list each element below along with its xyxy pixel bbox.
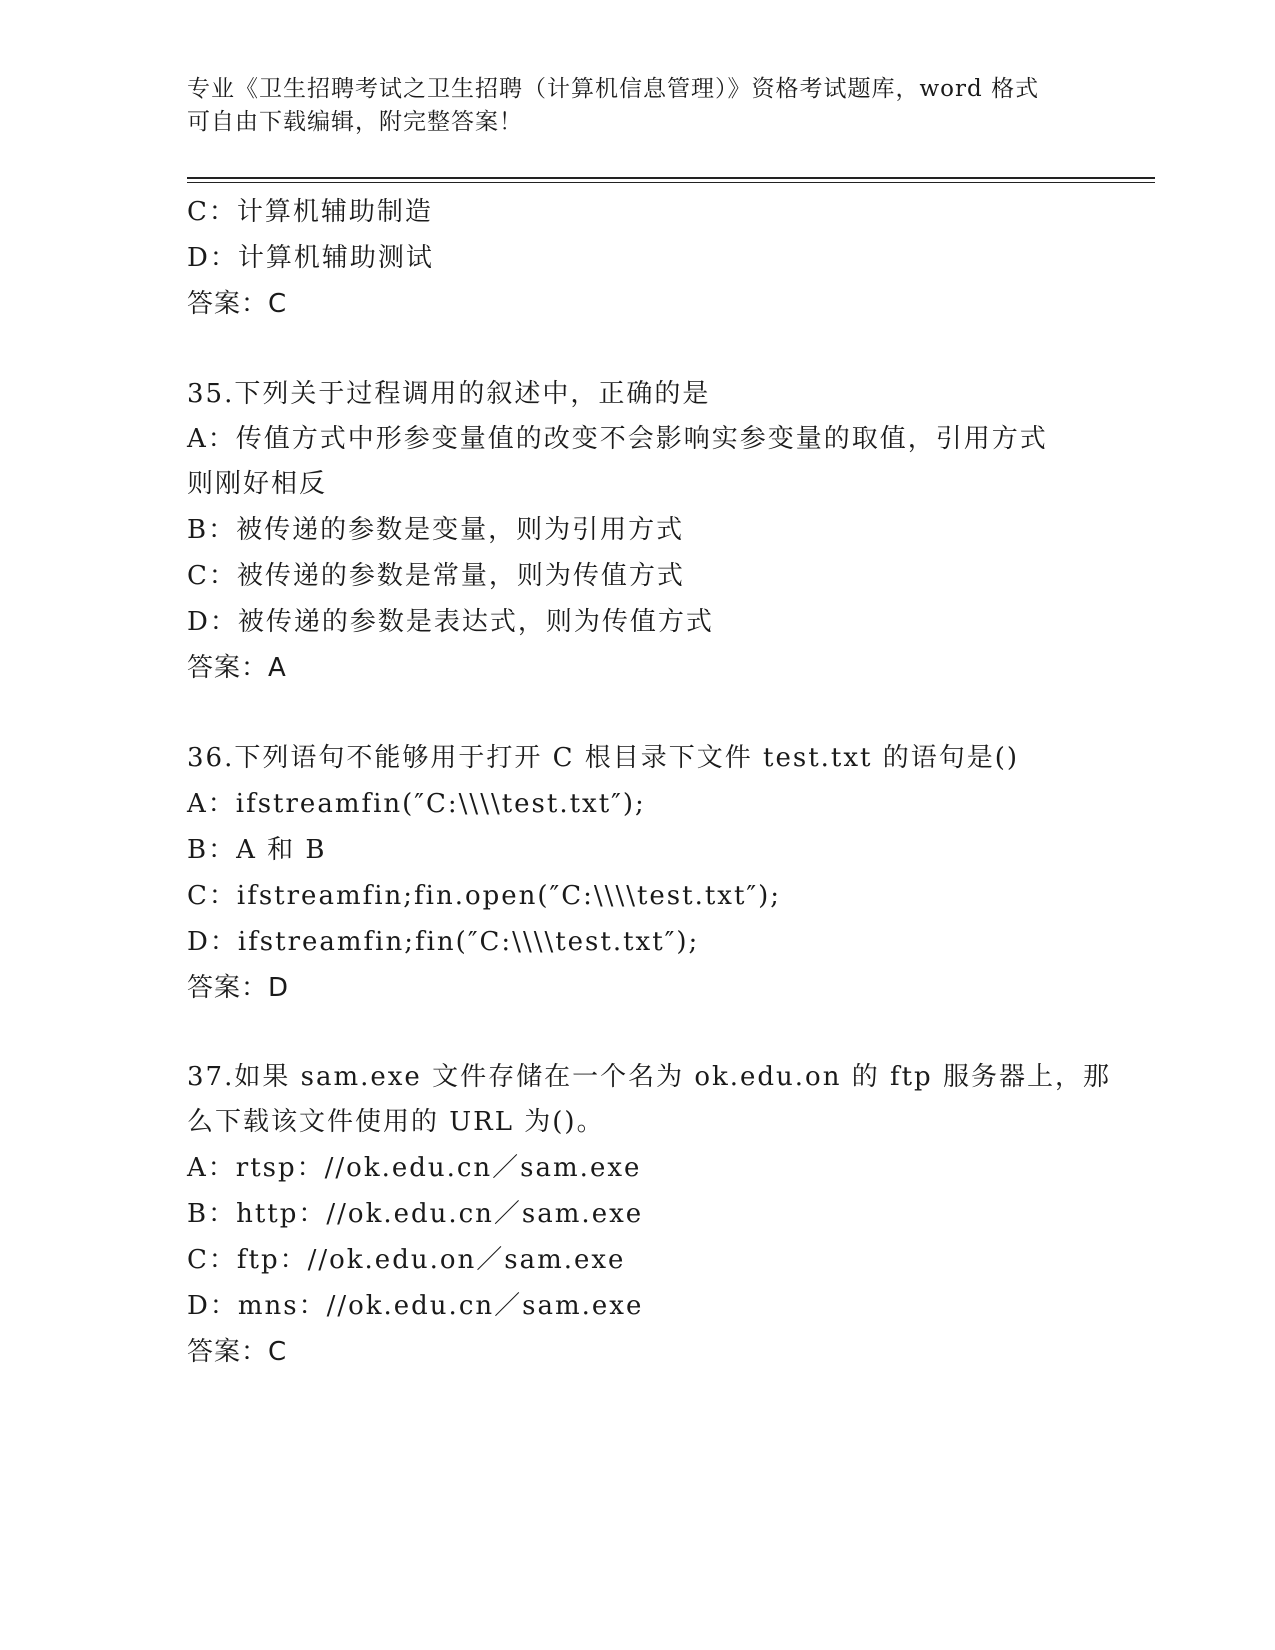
answer-line: 答案：D bbox=[187, 973, 290, 1003]
option-d: D：mns：//ok.edu.cn／sam.exe bbox=[187, 1291, 644, 1321]
option-b: B：被传递的参数是变量，则为引用方式 bbox=[187, 515, 685, 545]
option-c: C：ifstreamfin;fin.open(″C:\\\\test.txt″); bbox=[187, 881, 782, 911]
option-d: D：被传递的参数是表达式，则为传值方式 bbox=[187, 607, 714, 637]
option-c: C：ftp：//ok.edu.on／sam.exe bbox=[187, 1245, 626, 1275]
question-list bbox=[187, 189, 1111, 1375]
header-line-2: 可自由下载编辑，附完整答案！ bbox=[187, 109, 523, 135]
question-34-continued bbox=[187, 189, 1087, 327]
question-stem-continued: 么下载该文件使用的 URL 为()。 bbox=[187, 1107, 605, 1137]
spacer bbox=[187, 327, 1087, 371]
question-stem: 36.下列语句不能够用于打开 C 根目录下文件 test.txt 的语句是() bbox=[187, 743, 1020, 773]
question-stem: 35.下列关于过程调用的叙述中，正确的是 bbox=[187, 379, 711, 409]
option-c: C：被传递的参数是常量，则为传值方式 bbox=[187, 561, 685, 591]
option-c: C：计算机辅助制造 bbox=[187, 197, 433, 227]
option-a: A：ifstreamfin(″C:\\\\test.txt″); bbox=[187, 789, 646, 819]
question-35 bbox=[187, 371, 1087, 691]
header-divider-thick bbox=[187, 177, 1155, 179]
question-stem: 37.如果 sam.exe 文件存储在一个名为 ok.edu.on 的 ftp 服务器上，那 bbox=[187, 1062, 1111, 1092]
header-divider-thin bbox=[187, 182, 1155, 183]
option-a: A：传值方式中形参变量值的改变不会影响实参变量的取值，引用方式 bbox=[187, 424, 1048, 454]
option-b: B：A 和 B bbox=[187, 835, 327, 865]
question-37 bbox=[187, 1055, 1111, 1375]
answer-line: 答案：C bbox=[187, 289, 288, 319]
header-line-1: 专业《卫生招聘考试之卫生招聘（计算机信息管理）》资格考试题库，word 格式 bbox=[187, 76, 1040, 102]
spacer bbox=[187, 1011, 1087, 1055]
option-a-continued: 则刚好相反 bbox=[187, 469, 328, 499]
question-36 bbox=[187, 735, 1087, 1011]
option-d: D：ifstreamfin;fin(″C:\\\\test.txt″); bbox=[187, 927, 700, 957]
spacer bbox=[187, 691, 1087, 735]
answer-line: 答案：A bbox=[187, 653, 287, 683]
option-d: D：计算机辅助测试 bbox=[187, 243, 434, 273]
document-header bbox=[187, 73, 1067, 139]
answer-line: 答案：C bbox=[187, 1337, 288, 1367]
option-b: B：http：//ok.edu.cn／sam.exe bbox=[187, 1199, 644, 1229]
option-a: A：rtsp：//ok.edu.cn／sam.exe bbox=[187, 1153, 642, 1183]
